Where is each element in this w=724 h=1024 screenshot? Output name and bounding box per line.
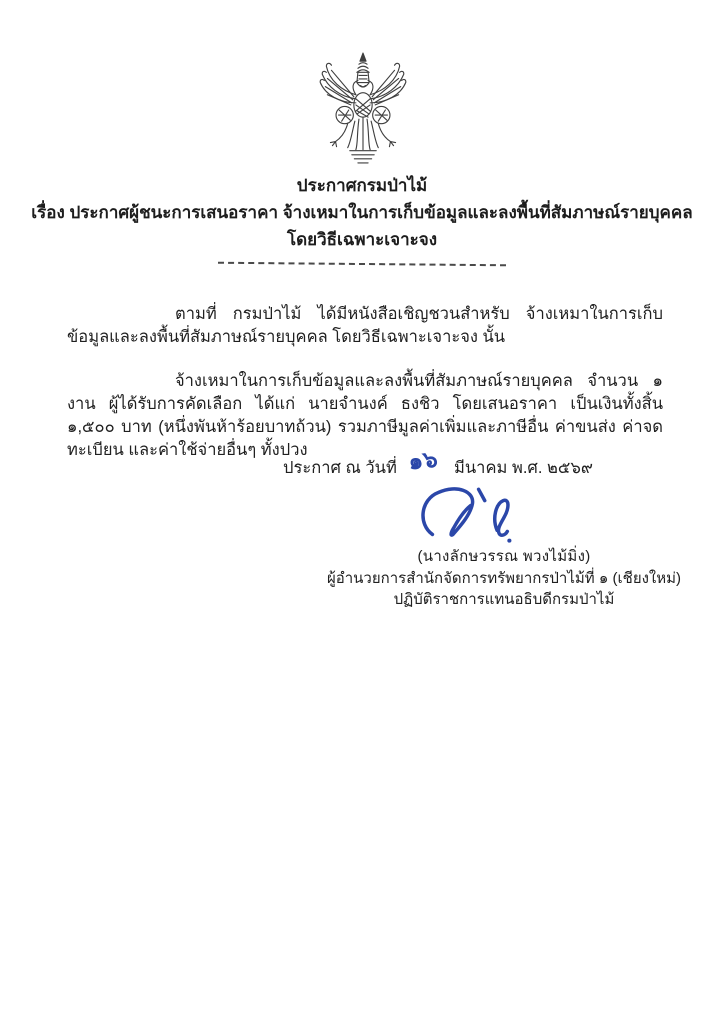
signer-name: (นางลักษวรรณ พวงไม้มิ่ง) — [417, 548, 591, 565]
date-suffix: มีนาคม พ.ศ. ๒๕๖๙ — [454, 459, 593, 477]
body-paragraph-1: ตามที่ กรมป่าไม้ ได้มีหนังสือเชิญชวนสำหรับ จ้างเหมาในการเก็บข้อมูลและลงพื้นที่สัมภาษณ์รายบุคคล โดยวิธีเฉพาะเจาะจง นั้น — [67, 304, 663, 346]
title-subject: เรื่อง ประกาศผู้ชนะการเสนอราคา จ้างเหมาในการเก็บข้อมูลและลงพื้นที่สัมภาษณ์รายบุคคล — [31, 203, 693, 222]
handwritten-signature — [416, 479, 534, 553]
body-paragraph-2: จ้างเหมาในการเก็บข้อมูลและลงพื้นที่สัมภาษณ์รายบุคคล จำนวน ๑ งาน ผู้ได้รับการคัดเลือก ได้แก่ นายจำนงค์ ธงชิว โดยเสนอราคา เป็นเงินทั้งสิ้น ๑,๕๐๐ บาท (หนึ่งพันห้าร้อยบาทถ้วน) รวมภาษีมูลค่าเพิ่มและภาษีอื่น ค่าขนส่ง ค่าจดทะเบียน และค่าใช้จ่ายอื่นๆ ทั้งปวง — [67, 371, 663, 459]
signer-position: ผู้อำนวยการสำนักจัดการทรัพยากรป่าไม้ที่ ๑ (เชียงใหม่) — [326, 569, 682, 587]
garuda-emblem-icon — [317, 52, 409, 168]
title-agency: ประกาศกรมป่าไม้ — [296, 176, 428, 195]
signer-acting-for: ปฏิบัติราชการแทนอธิบดีกรมป่าไม้ — [393, 591, 615, 608]
date-prefix: ประกาศ ณ วันที่ — [283, 459, 397, 477]
document-title-block — [0, 172, 724, 253]
handwritten-day-number: ๑๖ — [406, 445, 439, 475]
signer-block — [318, 546, 690, 611]
title-method: โดยวิธีเฉพาะเจาะจง — [286, 230, 438, 249]
dashed-divider — [218, 262, 506, 267]
